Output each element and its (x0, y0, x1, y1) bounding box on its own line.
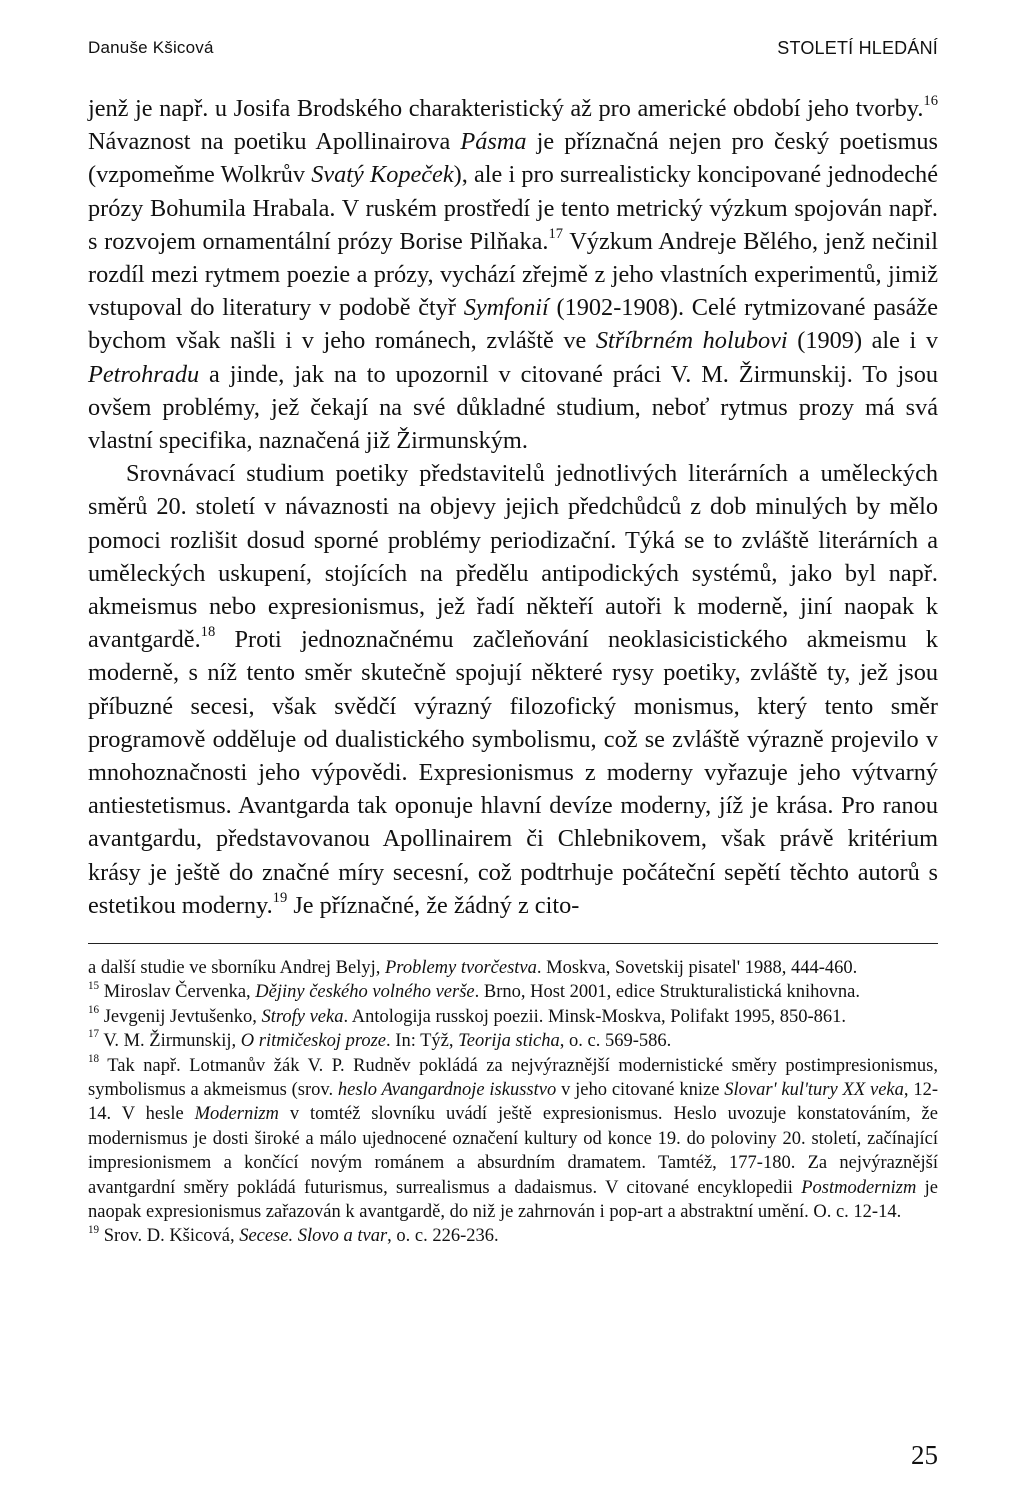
footnote-15 (88, 980, 938, 1004)
italic-title: Petrohradu (88, 360, 200, 388)
running-header (88, 38, 938, 59)
footnote-ref: 17 (548, 225, 564, 242)
footnote-ref: 18 (88, 1052, 100, 1065)
page-number: 25 (911, 1440, 938, 1470)
footnote-18 (88, 1054, 938, 1225)
footnote-ref: 19 (88, 1223, 100, 1236)
text-run: Návaznost na poetiku Apollinairova (88, 128, 461, 156)
italic-title: Teorija sticha (458, 1031, 560, 1052)
text-run: Miroslav Červenka, (99, 982, 256, 1003)
text-run: , 12-14. V hesle (88, 1080, 939, 1125)
italic-title: Problemy tvorčestva (385, 958, 537, 978)
text-run: v tomtéž slovníku uvádí ještě expresionismus. Heslo uvozuje konstatováním, že modernismus je dosti široké a málo ujednocené označení kultury od konce 19. do poloviny 20. století, začínající impresionismem a končící novým románem a absurdním dramatem. Tamtéž, 177-180. Za nejvýraznější avantgardní směry pokládá futurismus, surrealismus a dadaismus. V citované encyklopedii (88, 1104, 938, 1198)
text-run: Tak např. Lotmanův žák V. P. Rudněv pokládá za nejvýraznější modernistické směry postimpresionismus, symbolismus a akmeismus (srov. (88, 1055, 938, 1101)
italic-title: Stříbrném holubovi (595, 327, 788, 355)
footnote-ref: 19 (272, 889, 288, 906)
text-run: je naopak expresionismus zařazován k avantgardě, do niž je zahrnován i pop-art a abstraktní umění. O. c. 12-14. (88, 1177, 938, 1223)
text-run: Proti jednoznačnému začleňování neoklasicistického akmeismu k moderně, s níž tento směr skutečně spojují některé rysy poetiky, zvláště ty, jež jsou příbuzné secesi, však svědčí výrazný filozofický monismus, který tento směr programově odděluje od dualistického symbolismu, což se zvláště výrazně projevilo v mnohoznačnosti jeho výpovědi. Expresionismus z moderny vyřazuje jeho výtvarný antiestetismus. Avantgarda tak oponuje hlavní devíze moderny, jíž je krása. Pro ranou avantgardu, představovanou Apollinairem či Chlebnikovem, však právě kritérium krásy je ještě do značné míry secesní, což podtrhuje počáteční sepětí těchto autorů s estetikou moderny. (88, 626, 938, 919)
footnotes (88, 956, 938, 1249)
footnote-19 (88, 1224, 938, 1248)
footnote-16 (88, 1005, 938, 1029)
text-run: jenž je např. u Josifa Brodského charakteristický až pro americké období jeho tvorby. (88, 95, 924, 122)
italic-title: heslo Avangardnoje iskusstvo (337, 1080, 557, 1101)
text-run: a jinde, jak na to upozornil v citované práci V. M. Žirmunskij. To jsou ovšem problémy, jež čekají na své důkladné studium, neboť rytmus prozy má svá vlastní specifika, naznačená již Žirmunským. (88, 360, 938, 455)
footnote-divider (88, 943, 938, 944)
italic-title: Dějiny českého volného verše (255, 982, 475, 1003)
text-run: , o. c. 569-586. (559, 1031, 672, 1052)
text-run: V. M. Žirmunskij, (99, 1031, 241, 1052)
text-run: Srov. D. Kšicová, (99, 1226, 240, 1247)
footnote-ref: 18 (200, 623, 216, 640)
header-author: Danuše Kšicová (88, 38, 214, 57)
italic-title: Modernizm (194, 1104, 279, 1125)
italic-title: Slovar' kul'tury XX veka (724, 1080, 904, 1101)
text-run: (1909) ale i v (787, 327, 938, 355)
text-run: . Moskva, Sovetskij pisatel' 1988, 444-460. (536, 958, 858, 978)
text-run: Je příznačné, že žádný z cito- (287, 891, 580, 919)
body-paragraph (88, 92, 938, 457)
footnote-ref: 15 (88, 979, 100, 992)
text-run: je příznačná nejen pro český poetismus (vzpomeňme Wolkrův (88, 128, 938, 189)
footnote-17 (88, 1029, 938, 1053)
text-run: v jeho citované knize (556, 1080, 725, 1101)
text-run: (1902-1908). Celé rytmizované pasáže bychom však našli i v jeho románech, zvláště ve (88, 294, 938, 355)
text-run: . Brno, Host 2001, edice Strukturalistická knihovna. (474, 982, 860, 1003)
italic-title: O ritmičeskoj proze (240, 1031, 387, 1052)
text-run: a další studie ve sborníku Andrej Belyj, (88, 958, 385, 978)
text-run: Jevgenij Jevtušenko, (99, 1006, 262, 1027)
text-run: , o. c. 226-236. (387, 1226, 499, 1247)
text-run: Srovnávací studium poetiky představitelů jednotlivých literárních a uměleckých směrů 20. století v návaznosti na objevy jejich předchůdců z dob minulých by mělo pomoci rozlišit dosud sporné problémy periodizační. Týká se to zvláště literárních a uměleckých uskupení, stojících na předělu antipodických systémů, jako byl např. akmeismus nebo expresionismus, jež řadí někteří autoři k moderně, jiní naopak k avantgardě. (88, 460, 938, 654)
italic-title: Strofy veka (261, 1006, 344, 1027)
italic-title: Postmodernizm (801, 1177, 917, 1198)
italic-title: Secese. Slovo a tvar (239, 1226, 388, 1247)
italic-title: Pásma (460, 128, 527, 156)
text-run: Výzkum Andreje Bělého, jenž nečinil rozdíl mezi rytmem poezie a prózy, vychází zřejmě z jeho vlastních experimentů, jimiž vstupoval do literatury v podobě čtyř (88, 227, 938, 322)
main-text (88, 92, 938, 922)
text-run: ), ale i pro surrealisticky koncipované jednodeché prózy Bohumila Hrabala. V ruském prostředí je tento metrický výzkum spojován např. s rozvojem ornamentální prózy Borise Pilňaka. (88, 161, 938, 255)
text-run: . In: Týž, (386, 1031, 459, 1052)
footnote-ref: 16 (923, 92, 938, 109)
text-run: . Antologija russkoj poezii. Minsk-Moskva, Polifakt 1995, 850-861. (343, 1006, 847, 1027)
footnote-ref: 16 (88, 1004, 100, 1016)
italic-title: Symfonií (463, 294, 549, 322)
body-paragraph (88, 457, 938, 922)
footnote-continuation (88, 956, 938, 980)
header-title: STOLETÍ HLEDÁNÍ (777, 38, 938, 58)
italic-title: Svatý Kopeček (311, 161, 454, 189)
footnote-ref: 17 (88, 1028, 100, 1041)
